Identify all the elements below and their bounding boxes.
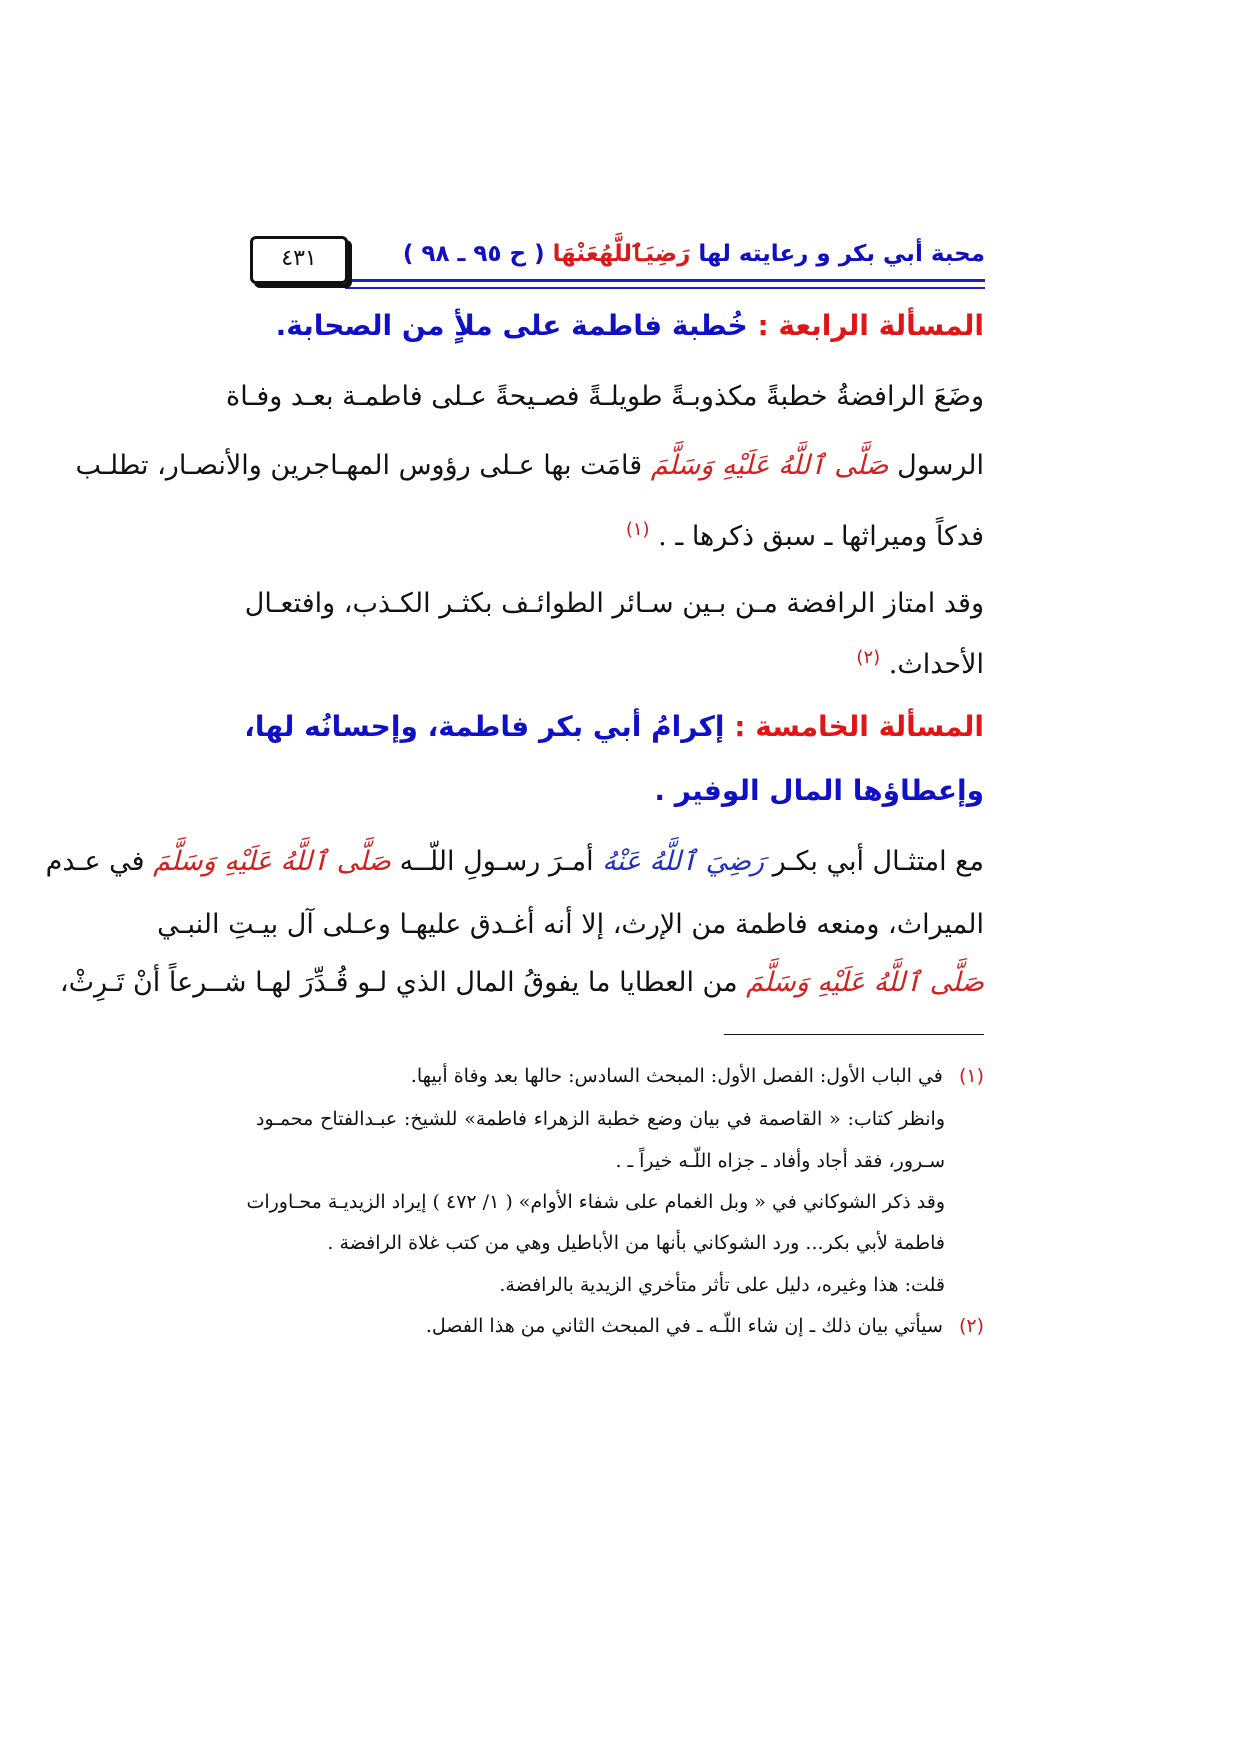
page-header <box>250 236 985 280</box>
section-title-4: خُطبة فاطمة على ملأٍ من الصحابة. <box>275 309 748 342</box>
footnote-line: قلت: هذا وغيره، دليل على تأثر متأخري الزيدية بالرافضة. <box>499 1274 945 1296</box>
honorific-radiya: رَضِيَ ٱللَّهُ عَنْهُ <box>602 846 765 877</box>
running-title <box>403 236 985 272</box>
honorific-salla: صَلَّى ٱللَّهُ عَلَيْهِ وَسَلَّمَ <box>650 450 889 481</box>
footnote-1: (١) في الباب الأول: الفصل الأول: المبحث السادس: حالها بعد وفاة أبيها. <box>410 1065 984 1087</box>
footnote-line: وقد ذكر الشوكاني في « وبل الغمام على شفاء الأوام» ( ١/ ٤٧٢ ) إيراد الزيديـة محـاورات <box>246 1191 945 1213</box>
body-line: الميراث، ومنعه فاطمة من الإرث، إلا أنه أغـدق عليهـا وعـلى آل بيـتِ النبـي <box>157 909 984 940</box>
footnote-number: (٢) <box>958 1315 984 1337</box>
section-title-5: إكرامُ أبي بكر فاطمة، وإحسانُه لها، <box>244 710 725 743</box>
footnote-marker[interactable]: (١) <box>625 519 650 540</box>
body-line: صَلَّى ٱللَّهُ عَلَيْهِ وَسَلَّمَ من العطايا ما يفوقُ المال الذي لـو قُـدِّرَ لهـا شــرعاً أنْ تَـرِثْ، <box>59 967 984 998</box>
footnote-separator <box>724 1034 984 1035</box>
footnote-line: وانظر كتاب: « القاصمة في بيان وضع خطبة الزهراء فاطمة» للشيخ: عبـدالفتاح محمـود <box>256 1108 945 1130</box>
section-heading-4 <box>276 309 984 342</box>
footnote-line: سـرور، فقد أجاد وأفاد ـ جزاه اللّـه خيراً ـ . <box>615 1150 945 1172</box>
section-heading-5 <box>244 710 984 743</box>
body-line: فدكاً وميراثها ـ سبق ذكرها ـ . $^{(١)}$ <box>625 519 984 552</box>
footnote-number: (١) <box>958 1065 984 1087</box>
honorific-salla: صَلَّى ٱللَّهُ عَلَيْهِ وَسَلَّمَ <box>153 846 391 877</box>
section-label-4: المسألة الرابعة : <box>757 309 984 342</box>
footnote-2: (٢) سيأتي بيان ذلك ـ إن شاء اللّـه ـ في المبحث الثاني من هذا الفصل. <box>425 1315 984 1337</box>
footnote-line: فاطمة لأبي بكر... ورد الشوكاني بأنها من الأباطيل وهي من كتب غلاة الرافضة . <box>327 1232 945 1254</box>
body-line: وضَعَ الرافضةُ خطبةً مكذوبـةً طويلـةً فصـيحةً عـلى فاطمـة بعـد وفـاة <box>226 381 984 412</box>
header-rule-thick <box>345 279 985 282</box>
body-line: الأحداث. $^{(٢)}$ <box>856 647 984 680</box>
hadith-range: ( ح ٩٥ ـ ٩٨ ) <box>402 241 545 267</box>
section-title-5-cont: وإعطاؤها المال الوفير . <box>654 774 984 807</box>
page-number-box: ٤٣١ <box>250 236 348 284</box>
header-rule-thin <box>345 287 985 289</box>
section-label-5: المسألة الخامسة : <box>734 710 984 743</box>
body-line: مع امتثـال أبي بكـر رَضِيَ ٱللَّهُ عَنْهُ أمـرَ رسـولِ اللّــه صَلَّى ٱللَّهُ عَلَيْهِ وَسَلَّمَ في عـدم <box>45 846 984 877</box>
honorific-salla: صَلَّى ٱللَّهُ عَلَيْهِ وَسَلَّمَ <box>746 967 984 998</box>
running-title-main: محبة أبي بكر و رعايته لها <box>698 241 985 267</box>
body-line: الرسول صَلَّى ٱللَّهُ عَلَيْهِ وَسَلَّمَ قامَت بها عـلى رؤوس المهـاجرين والأنصـار، تطلـب <box>75 450 984 481</box>
footnote-marker[interactable]: (٢) <box>856 647 881 668</box>
body-line: وقد امتاز الرافضة مـن بـين سـائر الطوائـف بكثـر الكـذب، وافتعـال <box>244 588 984 619</box>
honorific-ligature: رَضِيَٱللَّهُعَنْهَا <box>552 241 691 267</box>
